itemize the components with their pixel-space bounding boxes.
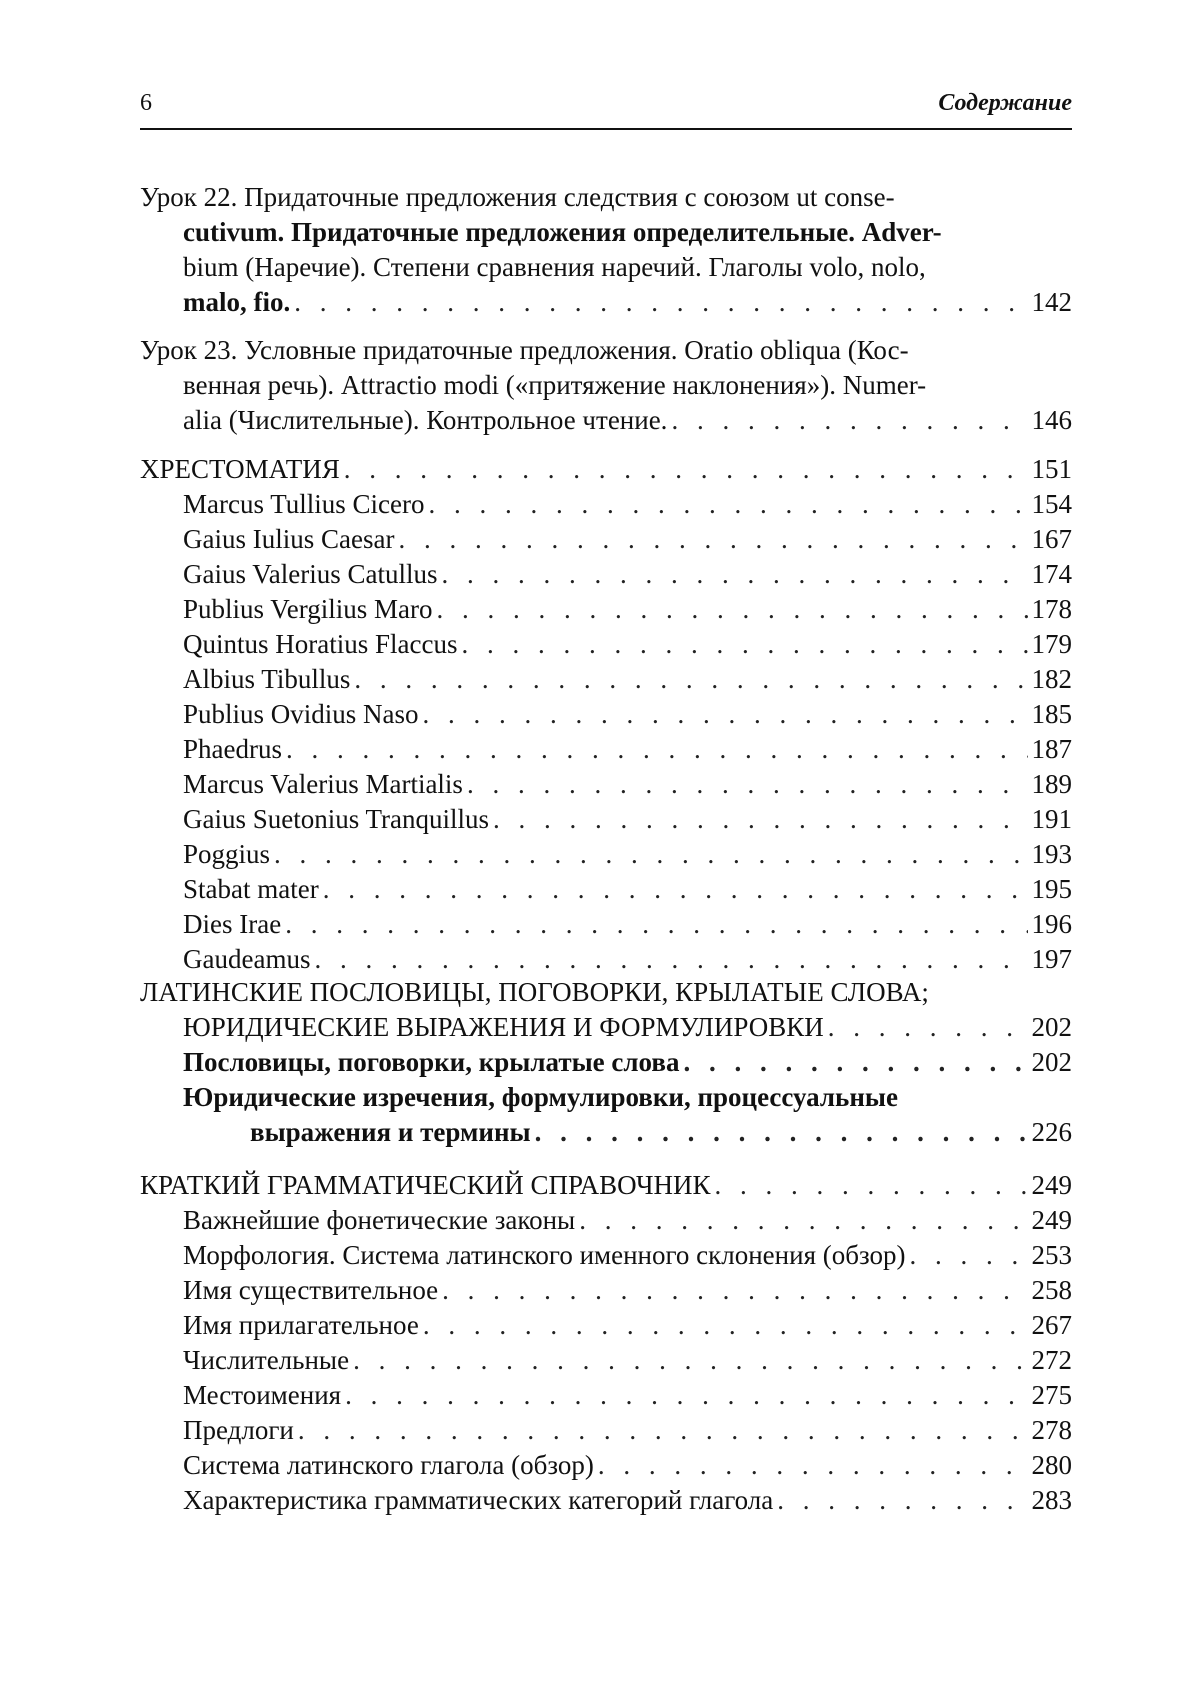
toc-page-number: 253 bbox=[1031, 1240, 1072, 1270]
toc-page-number: 146 bbox=[1031, 405, 1072, 435]
toc-line: венная речь). Attractio modi («притяжение наклонения»). Numer- bbox=[183, 370, 927, 400]
toc-page-number: 283 bbox=[1031, 1485, 1072, 1515]
toc-page-number: 187 bbox=[1031, 734, 1072, 764]
toc-page-number: 151 bbox=[1031, 454, 1072, 484]
toc-entry[interactable]: Phaedrus . . . 187 bbox=[140, 732, 1072, 767]
leader-dots bbox=[441, 557, 1027, 592]
toc-section-chrestomathy bbox=[140, 452, 1072, 977]
page-number: 6 bbox=[140, 90, 152, 116]
leader-dots bbox=[828, 1010, 1028, 1045]
toc-page-number: 189 bbox=[1031, 769, 1072, 799]
toc-page-number: 202 bbox=[1031, 1047, 1072, 1077]
leader-dots bbox=[579, 1203, 1027, 1238]
leader-dots bbox=[429, 487, 1028, 522]
toc-page-number: 249 bbox=[1031, 1205, 1072, 1235]
toc-page-number: 154 bbox=[1031, 489, 1072, 519]
toc-entry[interactable]: Система латинского глагола (обзор) . . . 280 bbox=[140, 1448, 1072, 1483]
running-header bbox=[140, 90, 1072, 124]
toc-line: Урок 22. Придаточные предложения следствия с союзом ut conse- bbox=[140, 182, 895, 212]
toc-entry[interactable]: Морфология. Система латинского именного склонения (обзор) . . . 253 bbox=[140, 1238, 1072, 1273]
toc-entry-lesson-22[interactable] bbox=[140, 180, 1072, 320]
header-rule bbox=[140, 128, 1072, 130]
toc-line: ЛАТИНСКИЕ ПОСЛОВИЦЫ, ПОГОВОРКИ, КРЫЛАТЫЕ СЛОВА; bbox=[140, 977, 929, 1007]
leader-dots bbox=[493, 802, 1027, 837]
toc-entry[interactable]: Albius Tibullus . . . 182 bbox=[140, 662, 1072, 697]
leader-dots bbox=[467, 767, 1028, 802]
toc-page-number: 197 bbox=[1031, 944, 1072, 974]
leader-dots bbox=[294, 285, 1027, 320]
leader-dots bbox=[442, 1273, 1027, 1308]
toc-entry[interactable]: Имя существительное . . . 258 bbox=[140, 1273, 1072, 1308]
toc-entry[interactable]: Имя прилагательное . . . 267 bbox=[140, 1308, 1072, 1343]
leader-dots bbox=[598, 1448, 1028, 1483]
leader-dots bbox=[777, 1483, 1027, 1518]
toc-entry[interactable]: Gaudeamus . . . 197 bbox=[140, 942, 1072, 977]
leader-dots bbox=[344, 452, 1028, 487]
toc-entry-lesson-23[interactable] bbox=[140, 333, 1072, 438]
toc-page-number: 278 bbox=[1031, 1415, 1072, 1445]
toc-entry[interactable]: Важнейшие фонетические законы . . . 249 bbox=[140, 1203, 1072, 1238]
toc-entry[interactable]: Числительные . . . 272 bbox=[140, 1343, 1072, 1378]
leader-dots bbox=[683, 1045, 1027, 1080]
leader-dots bbox=[437, 592, 1028, 627]
leader-dots bbox=[715, 1168, 1028, 1203]
toc-entry[interactable]: Dies Irae . . . 196 bbox=[140, 907, 1072, 942]
toc-entry[interactable]: Marcus Valerius Martialis . . . 189 bbox=[140, 767, 1072, 802]
toc-entry[interactable]: Publius Ovidius Naso . . . 185 bbox=[140, 697, 1072, 732]
toc-line: malo, fio. . . . 142 bbox=[140, 285, 1072, 320]
leader-dots bbox=[323, 872, 1028, 907]
page-title: Содержание bbox=[938, 90, 1072, 116]
toc-page-number: 179 bbox=[1031, 629, 1072, 659]
toc-page-number: 195 bbox=[1031, 874, 1072, 904]
toc-page-number: 182 bbox=[1031, 664, 1072, 694]
toc-entry[interactable]: Poggius . . . 193 bbox=[140, 837, 1072, 872]
toc-page-number: 272 bbox=[1031, 1345, 1072, 1375]
toc-entry-grammar[interactable]: КРАТКИЙ ГРАММАТИЧЕСКИЙ СПРАВОЧНИК . . . 249 bbox=[140, 1168, 1072, 1203]
leader-dots bbox=[354, 662, 1027, 697]
toc-section-proverbs bbox=[140, 975, 1072, 1150]
leader-dots bbox=[298, 1413, 1028, 1448]
toc-page-number: 185 bbox=[1031, 699, 1072, 729]
toc-page-number: 174 bbox=[1031, 559, 1072, 589]
leader-dots bbox=[345, 1378, 1027, 1413]
toc-page-number: 258 bbox=[1031, 1275, 1072, 1305]
toc-entry-chrestomathy[interactable]: ХРЕСТОМАТИЯ . . . 151 bbox=[140, 452, 1072, 487]
toc-page-number: 280 bbox=[1031, 1450, 1072, 1480]
toc-page-number: 178 bbox=[1031, 594, 1072, 624]
toc-entry[interactable]: Gaius Valerius Catullus . . . 174 bbox=[140, 557, 1072, 592]
toc-entry[interactable]: выражения и термины . . . 226 bbox=[140, 1115, 1072, 1150]
leader-dots bbox=[423, 1308, 1028, 1343]
toc-page-number: 249 bbox=[1031, 1170, 1072, 1200]
toc-entry[interactable]: Местоимения . . . 275 bbox=[140, 1378, 1072, 1413]
toc-page-number: 275 bbox=[1031, 1380, 1072, 1410]
toc-page-number: 193 bbox=[1031, 839, 1072, 869]
toc-page-number: 202 bbox=[1031, 1012, 1072, 1042]
toc-entry[interactable]: Характеристика грамматических категорий глагола . . . 283 bbox=[140, 1483, 1072, 1518]
leader-dots bbox=[314, 942, 1027, 977]
leader-dots bbox=[461, 627, 1027, 662]
toc-line: cutivum. Придаточные предложения определительные. Adver- bbox=[183, 217, 942, 247]
toc-section-grammar bbox=[140, 1168, 1072, 1518]
toc-entry[interactable]: Предлоги . . . 278 bbox=[140, 1413, 1072, 1448]
toc-page bbox=[140, 0, 1072, 1695]
leader-dots bbox=[909, 1238, 1027, 1273]
leader-dots bbox=[535, 1115, 1028, 1150]
toc-page-number: 267 bbox=[1031, 1310, 1072, 1340]
toc-entry[interactable]: Пословицы, поговорки, крылатые слова . . . 202 bbox=[140, 1045, 1072, 1080]
toc-entry[interactable]: Gaius Suetonius Tranquillus . . . 191 bbox=[140, 802, 1072, 837]
leader-dots bbox=[274, 837, 1027, 872]
toc-line: Урок 23. Условные придаточные предложения. Oratio obliqua (Кос- bbox=[140, 335, 909, 365]
leader-dots bbox=[423, 697, 1028, 732]
toc-page-number: 167 bbox=[1031, 524, 1072, 554]
leader-dots bbox=[671, 403, 1027, 438]
toc-page-number: 191 bbox=[1031, 804, 1072, 834]
toc-entry[interactable]: Quintus Horatius Flaccus . . . 179 bbox=[140, 627, 1072, 662]
toc-page-number: 142 bbox=[1031, 287, 1072, 317]
leader-dots bbox=[286, 732, 1028, 767]
toc-page-number: 226 bbox=[1031, 1117, 1072, 1147]
toc-line: alia (Числительные). Контрольное чтение. . . . 146 bbox=[140, 403, 1072, 438]
toc-page-number: 196 bbox=[1031, 909, 1072, 939]
toc-entry[interactable]: Marcus Tullius Cicero . . . 154 bbox=[140, 487, 1072, 522]
toc-line: Юридические изречения, формулировки, процессуальные bbox=[183, 1082, 898, 1112]
leader-dots bbox=[285, 907, 1027, 942]
leader-dots bbox=[353, 1343, 1027, 1378]
toc-entry[interactable]: Gaius Iulius Caesar . . . 167 bbox=[140, 522, 1072, 557]
leader-dots bbox=[398, 522, 1027, 557]
toc-line: bium (Наречие). Степени сравнения наречий. Глаголы volo, nolo, bbox=[183, 252, 926, 282]
toc-entry[interactable]: Stabat mater . . . 195 bbox=[140, 872, 1072, 907]
toc-entry-proverbs[interactable]: ЮРИДИЧЕСКИЕ ВЫРАЖЕНИЯ И ФОРМУЛИРОВКИ . . . 202 bbox=[140, 1010, 1072, 1045]
toc-entry[interactable]: Publius Vergilius Maro . . . 178 bbox=[140, 592, 1072, 627]
